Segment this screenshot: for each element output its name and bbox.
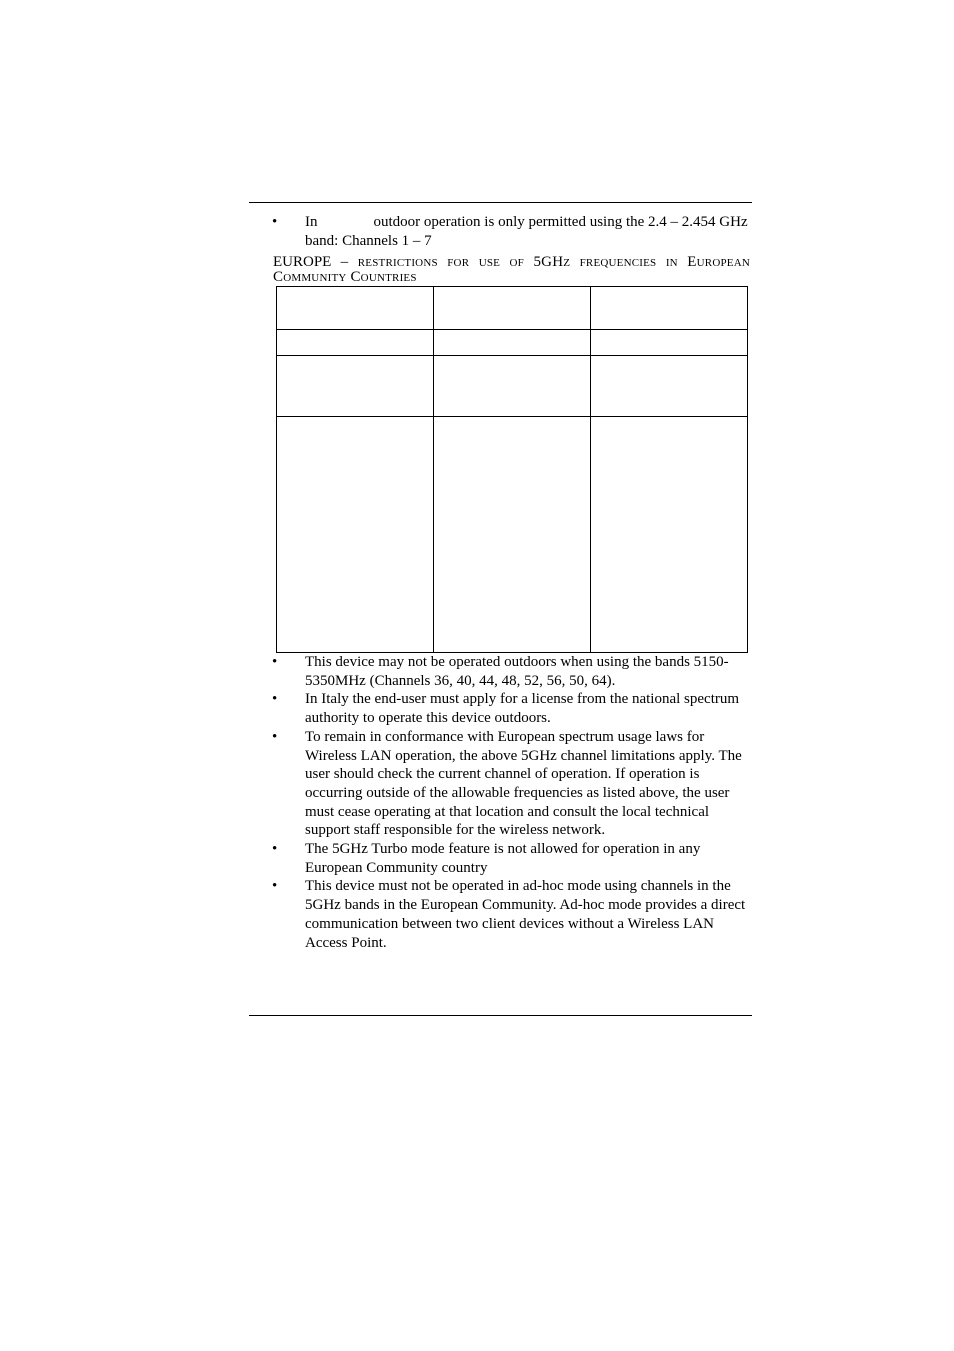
list-item-text: In Italy the end-user must apply for a license from the national spectrum authority to operate this device outdoors. [305,691,740,727]
list-item-text: This device must not be operated in ad-hoc mode using channels in the 5GHz bands in the European Community. Ad-hoc mode provides a direct communication between two client devices without a Wireless LAN Access Point. [305,878,746,951]
table-cell [591,356,748,417]
bottom-rule [249,1015,752,1016]
table-cell [591,330,748,356]
bullet-icon: • [272,691,278,708]
table-cell [591,287,748,330]
list-item-text: To remain in conformance with European spectrum usage laws for Wireless LAN operation, the above 5GHz channel limitations apply. The user should check the current channel of operation. If operation is occurring outside of the allowable frequencies as listed above, the user must cease operating at that location and consult the local technical support staff responsible for the wireless network. [305,728,742,839]
table-cell [277,356,434,417]
table-cell [434,417,591,653]
table-cell [277,287,434,330]
caption-heading: EUROPE [273,254,332,270]
list-item [249,653,752,690]
list-item-text-end: outdoor operation is only permitted using the 2.4 – 2.454 GHz band: Channels 1 – 7 [305,214,748,249]
restriction-list [249,653,752,952]
caption-subtitle: – restrictions for use of 5GHz frequencies in European Community Countries [273,254,751,285]
table-row [277,287,748,330]
bullet-icon: • [272,654,278,670]
table-cell [434,356,591,417]
list-item [249,690,752,727]
list-item-text: This device may not be operated outdoors when using the bands 5150-5350MHz (Channels 36, 40, 44, 48, 52, 56, 50, 64). [305,654,729,689]
list-item-text-start: In [305,214,318,230]
table-row [277,356,748,417]
bullet-icon: • [272,214,278,230]
list-item [249,213,752,250]
list-item [249,877,752,952]
table-cell [591,417,748,653]
table-caption [273,255,750,285]
table-cell [434,287,591,330]
bullet-icon: • [272,728,278,745]
table-cell [277,330,434,356]
top-rule [249,202,752,203]
table-row [277,330,748,356]
table-cell [434,330,591,356]
frequency-table [276,286,748,653]
list-item-text: The 5GHz Turbo mode feature is not allowed for operation in any European Community country [305,841,701,876]
table-row [277,417,748,653]
list-item [249,840,752,877]
table-cell [277,417,434,653]
outdoor-band-list [249,213,752,250]
list-item [249,728,752,840]
bullet-icon: • [272,878,278,895]
bullet-icon: • [272,841,278,858]
